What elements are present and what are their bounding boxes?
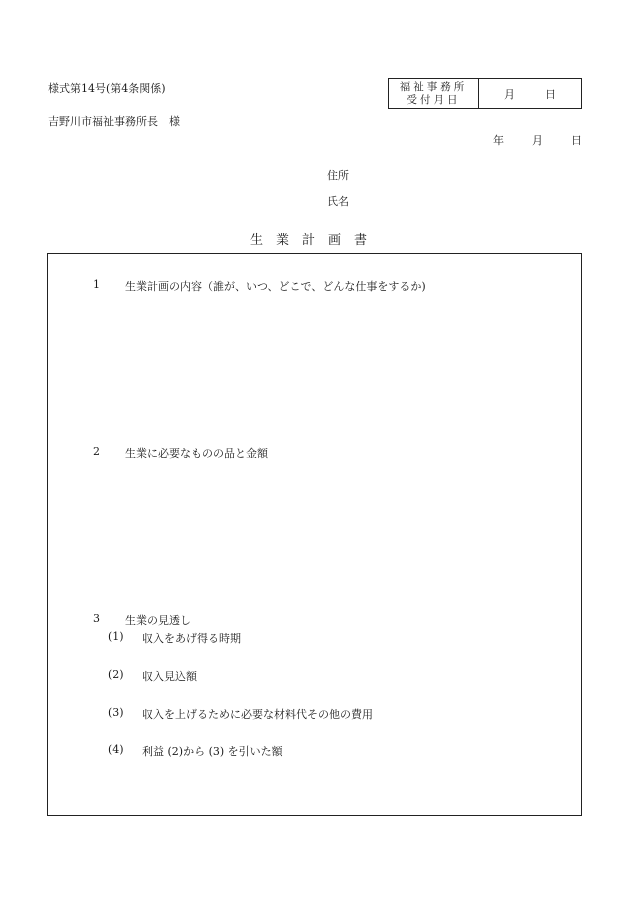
subitem-3-title: 収入を上げるために必要な材料代その他の費用 xyxy=(142,708,373,721)
receipt-day-label: 日 xyxy=(545,87,556,101)
section-3-number: 3 xyxy=(93,612,100,625)
date-year-label: 年 xyxy=(493,134,504,147)
section-2-content-area[interactable] xyxy=(60,465,570,605)
subitem-2-title: 収入見込額 xyxy=(142,670,197,683)
section-2-number: 2 xyxy=(93,445,100,458)
section-1-content-area[interactable] xyxy=(60,298,570,428)
date-day-label: 日 xyxy=(571,134,582,147)
subitem-2-number: (2) xyxy=(108,668,124,681)
section-1-title: 生業計画の内容（誰が、いつ、どこで、どんな仕事をするか) xyxy=(125,280,426,293)
date-month-label: 月 xyxy=(532,134,543,147)
section-3-title: 生業の見透し xyxy=(125,614,191,627)
receipt-label-line1: 福祉事務所 xyxy=(399,80,468,93)
subitem-4-number: (4) xyxy=(108,743,124,756)
receipt-label-line2: 受付月日 xyxy=(406,93,461,106)
receipt-month-label: 月 xyxy=(504,87,515,101)
subitem-1-title: 収入をあげ得る時期 xyxy=(142,632,241,645)
subitem-3-number: (3) xyxy=(108,706,124,719)
section-2-title: 生業に必要なものの品と金額 xyxy=(125,447,268,460)
form-number: 様式第14号(第4条関係) xyxy=(48,82,166,95)
receipt-label xyxy=(389,79,479,108)
addressee: 吉野川市福祉事務所長 様 xyxy=(48,115,180,128)
subitem-1-number: (1) xyxy=(108,630,124,643)
subitem-4-title: 利益 (2)から (3) を引いた額 xyxy=(142,745,283,758)
date-line[interactable] xyxy=(493,132,582,148)
receipt-date-field[interactable] xyxy=(479,79,581,108)
section-1-number: 1 xyxy=(93,278,100,291)
receipt-date-box xyxy=(388,78,582,109)
address-label: 住所 xyxy=(327,169,349,182)
document-title: 生業計画書 xyxy=(249,233,380,248)
name-label: 氏名 xyxy=(327,195,349,208)
